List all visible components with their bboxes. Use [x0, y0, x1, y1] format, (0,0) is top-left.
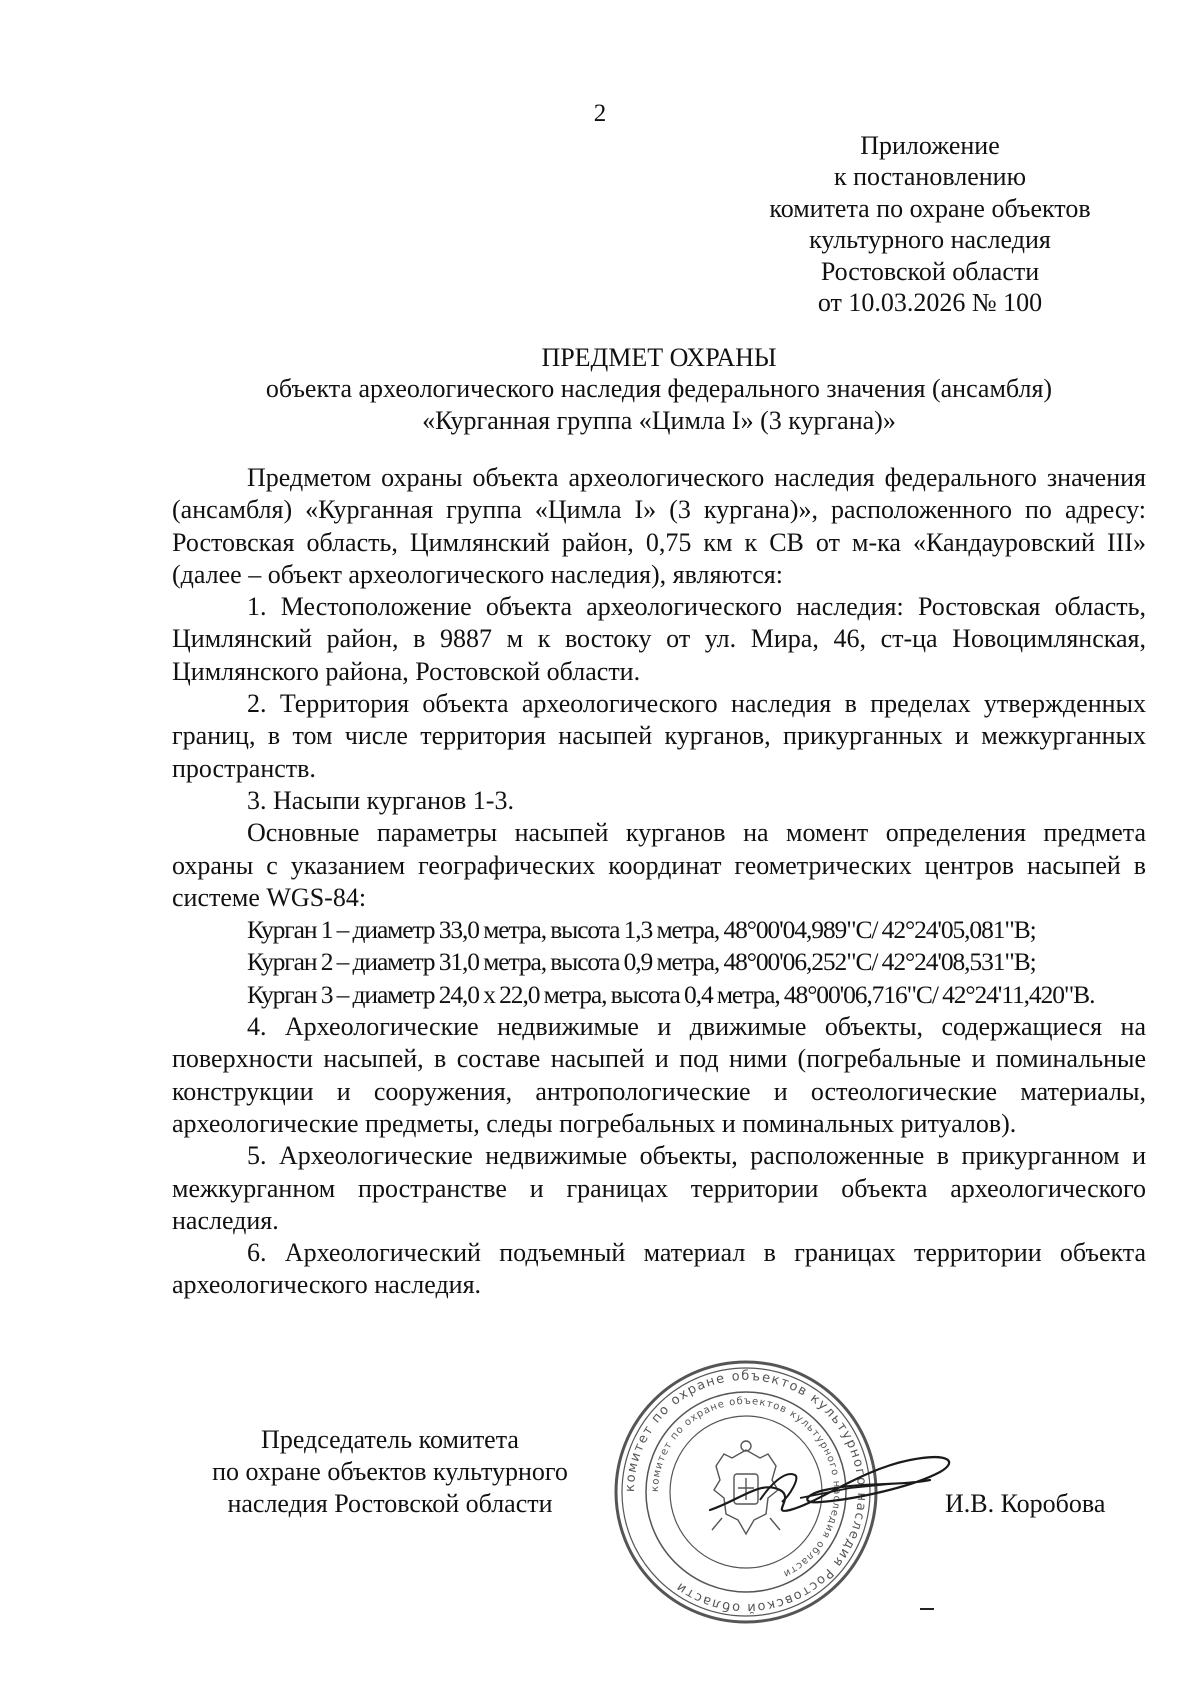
appendix-line: Ростовской области: [820, 256, 1040, 286]
kurgan-1-line: Курган 1 – диаметр 33,0 метра, высота 1,3 метра, 48°00'04,989"С/ 42°24'05,081"В;: [247, 915, 1036, 945]
item-5-paragraph: 5. Археологические недвижимые объекты, расположенные в прикурганном и межкурганном пространстве и границах территории объекта археологического наследия.: [172, 1141, 1146, 1235]
parameters-paragraph: Основные параметры насыпей курганов на момент определения предмета охраны с указанием географических координат геометрических центров насыпей в системе WGS-84:: [172, 818, 1146, 912]
small-mark: [920, 1608, 934, 1610]
seal-outer-text: комитет по охране объектов культурного наследия Ростовской области: [622, 1368, 870, 1616]
document-body: [172, 462, 1146, 1302]
item-3-paragraph: 3. Насыпи курганов 1-3.: [247, 785, 514, 815]
item-6-paragraph: 6. Археологический подъемный материал в границах территории объекта археологического наследия.: [172, 1238, 1146, 1300]
appendix-line: комитета по охране объектов: [769, 193, 1091, 223]
seal-inner-text: комитет по охране объектов культурного наследия области: [649, 1395, 843, 1580]
position-line: по охране объектов культурного: [212, 1457, 568, 1486]
title-subtitle: объекта археологического наследия федерального значения (ансамбля): [265, 374, 1053, 404]
kurgan-3-line: Курган 3 – диаметр 24,0 х 22,0 метра, высота 0,4 метра, 48°00'06,716"С/ 42°24'11,420"В.: [247, 979, 1095, 1009]
page-number: 2: [593, 100, 607, 127]
item-2-paragraph: 2. Территория объекта археологического наследия в пределах утвержденных границ, в том числе территория насыпей курганов, прикурганных и межкурганных пространств.: [172, 689, 1146, 783]
appendix-line: культурного наследия: [809, 225, 1051, 255]
appendix-line: к постановлению: [833, 162, 1027, 192]
position-line: наследия Ростовской области: [227, 1489, 553, 1518]
title-heading: ПРЕДМЕТ ОХРАНЫ: [541, 343, 777, 372]
item-1-paragraph: 1. Местоположение объекта археологического наследия: Ростовская область, Цимлянский район, в 9887 м к востоку от ул. Мира, 46, ст-ца Новоцимлянская, Цимлянского района, Ростовской области.: [172, 592, 1146, 686]
item-4-paragraph: 4. Археологические недвижимые и движимые объекты, содержащиеся на поверхности насыпей, в составе насыпей и под ними (погребальные и поминальные конструкции и сооружения, антропологические и остеологические материалы, археологические предметы, следы погребальных и поминальных ритуалов).: [172, 1012, 1146, 1138]
signatory-position: [170, 1424, 610, 1520]
signatory-name: И.В. Коробова: [945, 1489, 1106, 1518]
handwritten-signature: [700, 1440, 960, 1530]
kurgan-2-line: Курган 2 – диаметр 31,0 метра, высота 0,9 метра, 48°00'06,252"С/ 42°24'08,531"В;: [247, 947, 1036, 977]
appendix-line: от 10.03.2026 № 100: [817, 288, 1043, 318]
intro-paragraph: Предметом охраны объекта археологического наследия федерального значения (ансамбля) «Курганная группа «Цимла I» (3 кургана)», расположенного по адресу: Ростовская область, Цимлянский район, 0,75 км к СВ от м-ка «Кандауровский III» (далее – объект археологического наследия), являются:: [172, 463, 1146, 589]
title-object-name: «Курганная группа «Цимла I» (3 кургана)»: [422, 405, 896, 435]
document-title: [172, 342, 1146, 436]
position-line: Председатель комитета: [261, 1425, 519, 1454]
appendix-block: [720, 130, 1140, 318]
appendix-line: Приложение: [860, 131, 1000, 160]
